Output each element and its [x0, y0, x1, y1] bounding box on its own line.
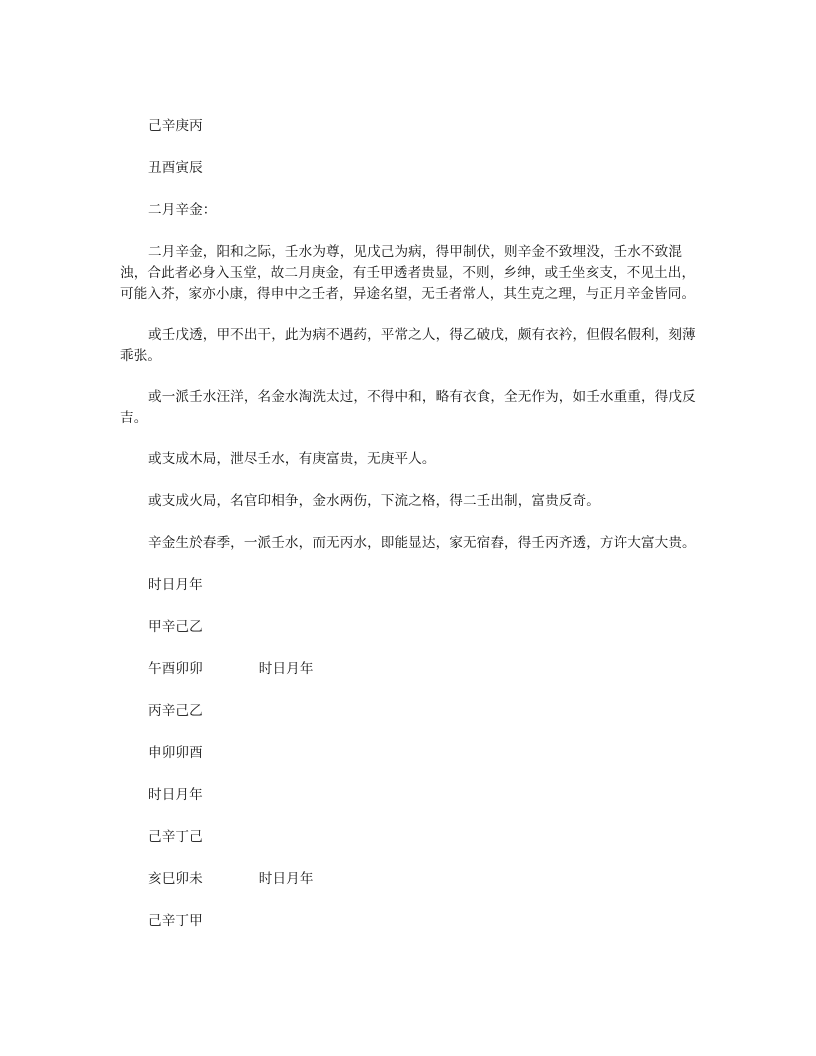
paragraph-ren-water: 或一派壬水汪洋，名金水淘洗太过，不得中和，略有衣食，全无作为，如壬水重重，得戊反吉。	[120, 389, 696, 426]
paragraph-ren-wu: 或壬戊透，甲不出干，此为病不遇药，平常之人，得乙破戊，颇有衣衿，但假名假利，刻薄乖张。	[120, 327, 696, 364]
paragraph-fire-ju: 或支成火局，名官印相争，金水两伤，下流之格，得二壬出制，富贵反奇。	[148, 493, 600, 509]
paragraph-main: 二月辛金，阳和之际，壬水为尊，见戊己为病，得甲制伏，则辛金不致埋没，壬水不致混浊，合此者必身入玉堂，故二月庚金，有壬甲透者贵显，不则，乡绅，或壬坐亥支，不见土出，可能入芥，家亦小康，得申中之壬者，异途名望，无壬者常人，其生克之理，与正月辛金皆同。	[120, 244, 696, 302]
pillar-header-line: 时日月年	[258, 661, 314, 677]
pillar-branches-line: 亥巳卯未 时日月年	[120, 869, 696, 890]
pillar-header-line: 时日月年	[258, 871, 314, 887]
pillar-header-line: 时日月年	[148, 577, 203, 593]
pillar-stems-line: 己辛丁甲	[148, 913, 203, 929]
paragraph-spring-summary: 辛金生於春季，一派壬水，而无丙水，即能显达，家无宿舂，得壬丙齐透，方许大富大贵。	[148, 535, 696, 551]
pillar-stems-line: 丙辛己乙	[148, 703, 203, 719]
pillar-stems-line: 己辛丁己	[148, 829, 203, 845]
pillar-branches-line: 申卯卯酉	[148, 745, 203, 761]
section-heading: 二月辛金：	[148, 202, 217, 218]
document-body	[120, 116, 696, 953]
paragraph-wood-ju: 或支成木局，泄尽壬水，有庚富贵，无庚平人。	[148, 451, 436, 467]
pillar-branches-line: 午酉卯卯 时日月年	[120, 659, 696, 680]
pillar-branches-line: 丑酉寅辰	[148, 160, 203, 176]
pillar-stems-line: 甲辛己乙	[148, 619, 203, 635]
pillar-header-line: 时日月年	[148, 787, 203, 803]
pillar-stems-line: 己辛庚丙	[148, 118, 203, 134]
